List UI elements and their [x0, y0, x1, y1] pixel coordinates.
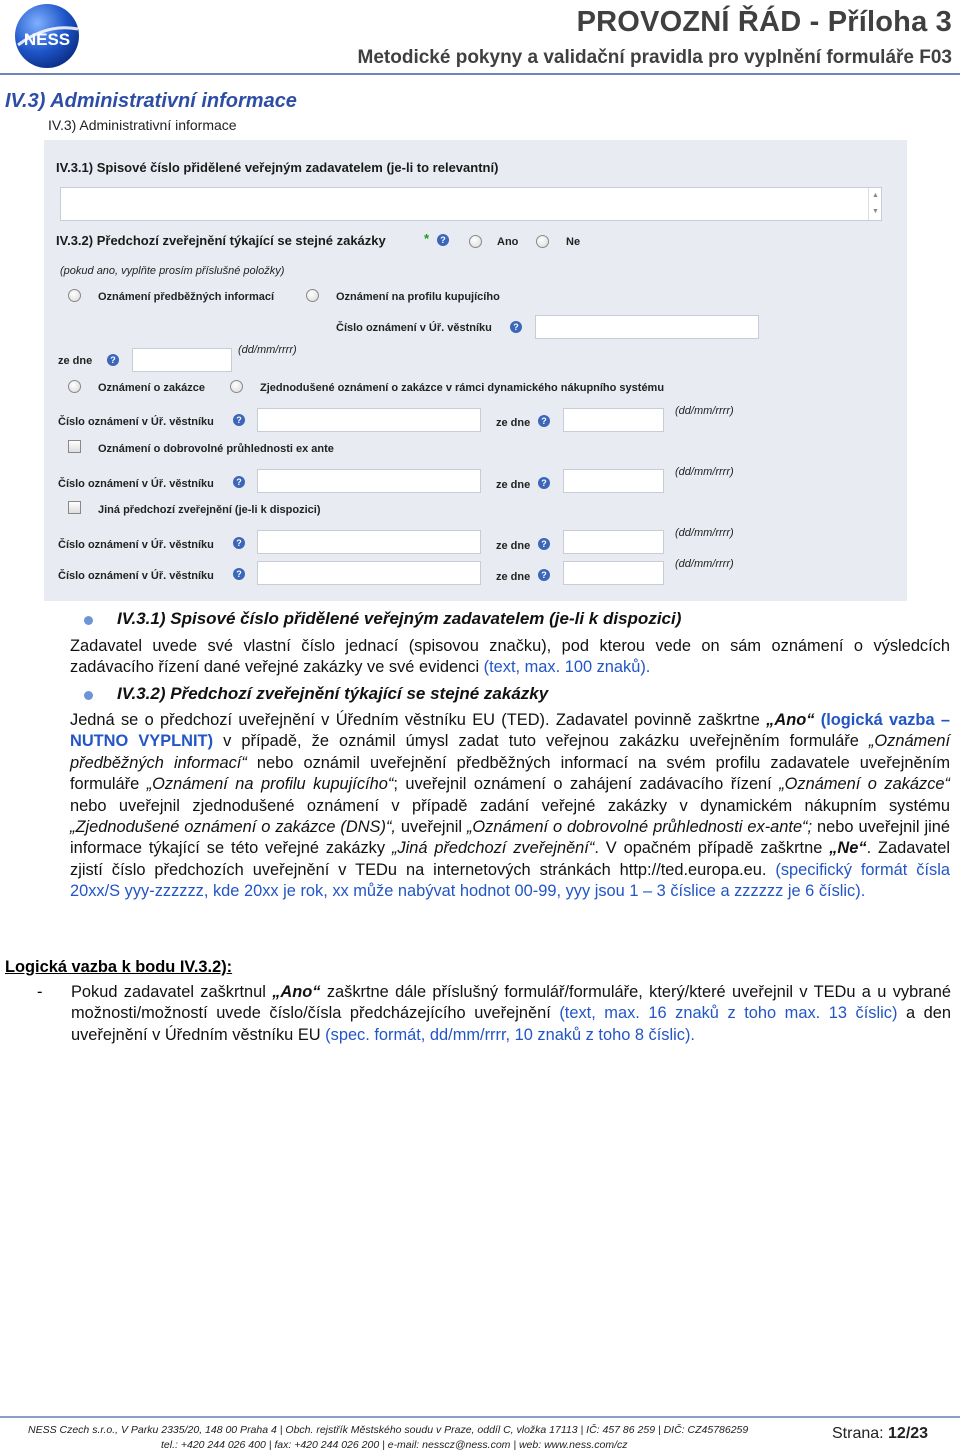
- bullet: [84, 691, 93, 700]
- oj-number-input-5[interactable]: [257, 561, 481, 585]
- help-icon[interactable]: ?: [233, 414, 245, 426]
- label-prior-info: Oznámení předběžných informací: [98, 291, 275, 303]
- date-hint: (dd/mm/rrrr): [675, 405, 734, 417]
- checkbox-voluntary[interactable]: [68, 440, 81, 453]
- file-number-input[interactable]: [60, 187, 882, 221]
- help-icon[interactable]: ?: [437, 234, 449, 246]
- help-icon[interactable]: ?: [233, 537, 245, 549]
- help-icon[interactable]: ?: [538, 415, 550, 427]
- label-voluntary: Oznámení o dobrovolné průhlednosti ex ante: [98, 443, 334, 455]
- required-mark: *: [424, 231, 430, 246]
- label-oj-number-5: Číslo oznámení v Úř. věstníku: [58, 570, 214, 582]
- label-no: Ne: [566, 236, 581, 248]
- date-input-4[interactable]: [563, 530, 664, 554]
- ness-logo: [12, 3, 82, 69]
- label-oj-number-3: Číslo oznámení v Úř. věstníku: [58, 478, 214, 490]
- screenshot-caption: IV.3) Administrativní informace: [48, 117, 237, 133]
- radio-simplified-notice[interactable]: [230, 380, 243, 393]
- yes-hint: (pokud ano, vyplňte prosím příslušné položky): [60, 265, 285, 277]
- q1-title: IV.3.1) Spisové číslo přidělené veřejným zadavatelem (je-li to relevantní): [56, 160, 499, 175]
- help-icon[interactable]: ?: [538, 477, 550, 489]
- radio-buyer-profile[interactable]: [306, 289, 319, 302]
- oj-number-input-2[interactable]: [257, 408, 481, 432]
- paragraph-2: Jedná se o předchozí uveřejnění v Úředním věstníku EU (TED). Zadavatel povinně zaškrtne „Ano“ (logická vazba – NUTNO VYPLNIT) v případě, že oznámil úmysl zadat tuto veřejnou zakázku uveřejněním formuláře „Oznámení předběžných informací“ nebo oznámil uveřejnění předběžných informací na svém profilu zadavatele uveřejněním formuláře „Oznámení na profilu kupujícího“; uveřejnil oznámení o zahájení zadávacího řízení „Oznámení o zakázce“ nebo uveřejnil zjednodušené oznámení v případě zadání veřejné zakázky v dynamickém nákupním systému „Zjednodušené oznámení o zakázce (DNS)“, uveřejnil „Oznámení o dobrovolné průhlednosti ex-ante“; nebo uveřejnil jiné informace týkající se této veřejné zakázky „Jiná předchozí zveřejnění“. V opačném případě zaškrtne „Ne“. Zadavatel zjistí číslo předchozích uveřejnění v TEDu na internetových stránkách http://ted.europa.eu. (specifický formát čísla 20xx/S yyy-zzzzzz, kde 20xx je rok, xx může nabývat hodnot 00-99, yyy jsou 1 – 3 číslice a zzzzzz je 6 číslic).: [70, 711, 951, 901]
- logic-paragraph: Pokud zadavatel zaškrtnul „Ano“ zaškrtne dále příslušný formulář/formuláře, který/které uveřejnil v TEDu a u vybrané možnosti/možností uvede číslo/čísla předcházejícího uveřejnění (text, max. 16 znaků z toho max. 13 číslic) a den uveřejnění v Úředním věstníku EU (spec. formát, dd/mm/rrrr, 10 znaků z toho 8 číslic).: [71, 983, 952, 1044]
- footer-company: NESS Czech s.r.o., V Parku 2335/20, 148 00 Praha 4 | Obch. rejstřík Městského soudu v Praze, oddíl C, vložka 17113 | IČ: 457 86 259 | DIČ: CZ45786259: [28, 1424, 749, 1436]
- document-title: PROVOZNÍ ŘÁD - Příloha 3: [576, 6, 952, 38]
- list-dash: -: [37, 983, 43, 1001]
- help-icon[interactable]: ?: [538, 538, 550, 550]
- label-date-2: ze dne: [496, 417, 531, 429]
- date-hint: (dd/mm/rrrr): [675, 527, 734, 539]
- oj-number-input-1[interactable]: [535, 315, 759, 339]
- form-screenshot: [44, 140, 907, 601]
- label-date-4: ze dne: [496, 540, 531, 552]
- logo-text: NESS: [23, 30, 71, 49]
- radio-no[interactable]: [536, 235, 549, 248]
- help-icon[interactable]: ?: [233, 476, 245, 488]
- date-input-1[interactable]: [132, 348, 232, 372]
- label-simplified-notice: Zjednodušené oznámení o zakázce v rámci dynamického nákupního systému: [260, 382, 665, 394]
- label-other: Jiná předchozí zveřejnění (je-li k dispozici): [98, 504, 321, 516]
- checkbox-other[interactable]: [68, 501, 81, 514]
- oj-number-input-3[interactable]: [257, 469, 481, 493]
- label-oj-number-1: Číslo oznámení v Úř. věstníku: [336, 322, 492, 334]
- date-hint: (dd/mm/rrrr): [238, 344, 297, 356]
- label-buyer-profile: Oznámení na profilu kupujícího: [336, 291, 500, 303]
- label-oj-number-2: Číslo oznámení v Úř. věstníku: [58, 416, 214, 428]
- label-date-3: ze dne: [496, 479, 531, 491]
- label-yes: Ano: [497, 236, 519, 248]
- date-hint: (dd/mm/rrrr): [675, 466, 734, 478]
- label-date-5: ze dne: [496, 571, 531, 583]
- textarea-scrollbar[interactable]: ▲ ▼: [868, 188, 882, 220]
- help-icon[interactable]: ?: [510, 321, 522, 333]
- document-subtitle: Metodické pokyny a validační pravidla pro vyplnění formuláře F03: [357, 47, 952, 68]
- date-input-3[interactable]: [563, 469, 664, 493]
- bullet-heading-2: IV.3.2) Předchozí zveřejnění týkající se stejné zakázky: [117, 684, 549, 703]
- date-hint: (dd/mm/rrrr): [675, 558, 734, 570]
- paragraph-1: Zadavatel uvede své vlastní číslo jednací (spisovou značku), pod kterou vede on sám oznámení o výsledcích zadávacího řízení dané veřejné zakázky ve své evidenci (text, max. 100 znaků).: [70, 637, 950, 677]
- date-input-2[interactable]: [563, 408, 664, 432]
- radio-contract-notice[interactable]: [68, 380, 81, 393]
- page-number: Strana: 12/23: [832, 1425, 929, 1442]
- logic-heading: Logická vazba k bodu IV.3.2):: [5, 958, 233, 976]
- bullet: [84, 616, 93, 625]
- radio-yes[interactable]: [469, 235, 482, 248]
- label-contract-notice: Oznámení o zakázce: [98, 382, 205, 394]
- radio-prior-info[interactable]: [68, 289, 81, 302]
- section-title: IV.3) Administrativní informace: [5, 90, 297, 112]
- help-icon[interactable]: ?: [107, 354, 119, 366]
- label-oj-number-4: Číslo oznámení v Úř. věstníku: [58, 539, 214, 551]
- footer-contact: tel.: +420 244 026 400 | fax: +420 244 026 200 | e-mail: nesscz@ness.com | web: www.ness.com/cz: [161, 1439, 628, 1451]
- header-divider: [0, 73, 960, 75]
- bullet-heading-1: IV.3.1) Spisové číslo přidělené veřejným zadavatelem (je-li k dispozici): [117, 609, 682, 628]
- help-icon[interactable]: ?: [233, 568, 245, 580]
- help-icon[interactable]: ?: [538, 569, 550, 581]
- oj-number-input-4[interactable]: [257, 530, 481, 554]
- label-date-1: ze dne: [58, 355, 93, 367]
- footer-divider: [0, 1416, 960, 1418]
- date-input-5[interactable]: [563, 561, 664, 585]
- q2-title: IV.3.2) Předchozí zveřejnění týkající se stejné zakázky: [56, 233, 386, 248]
